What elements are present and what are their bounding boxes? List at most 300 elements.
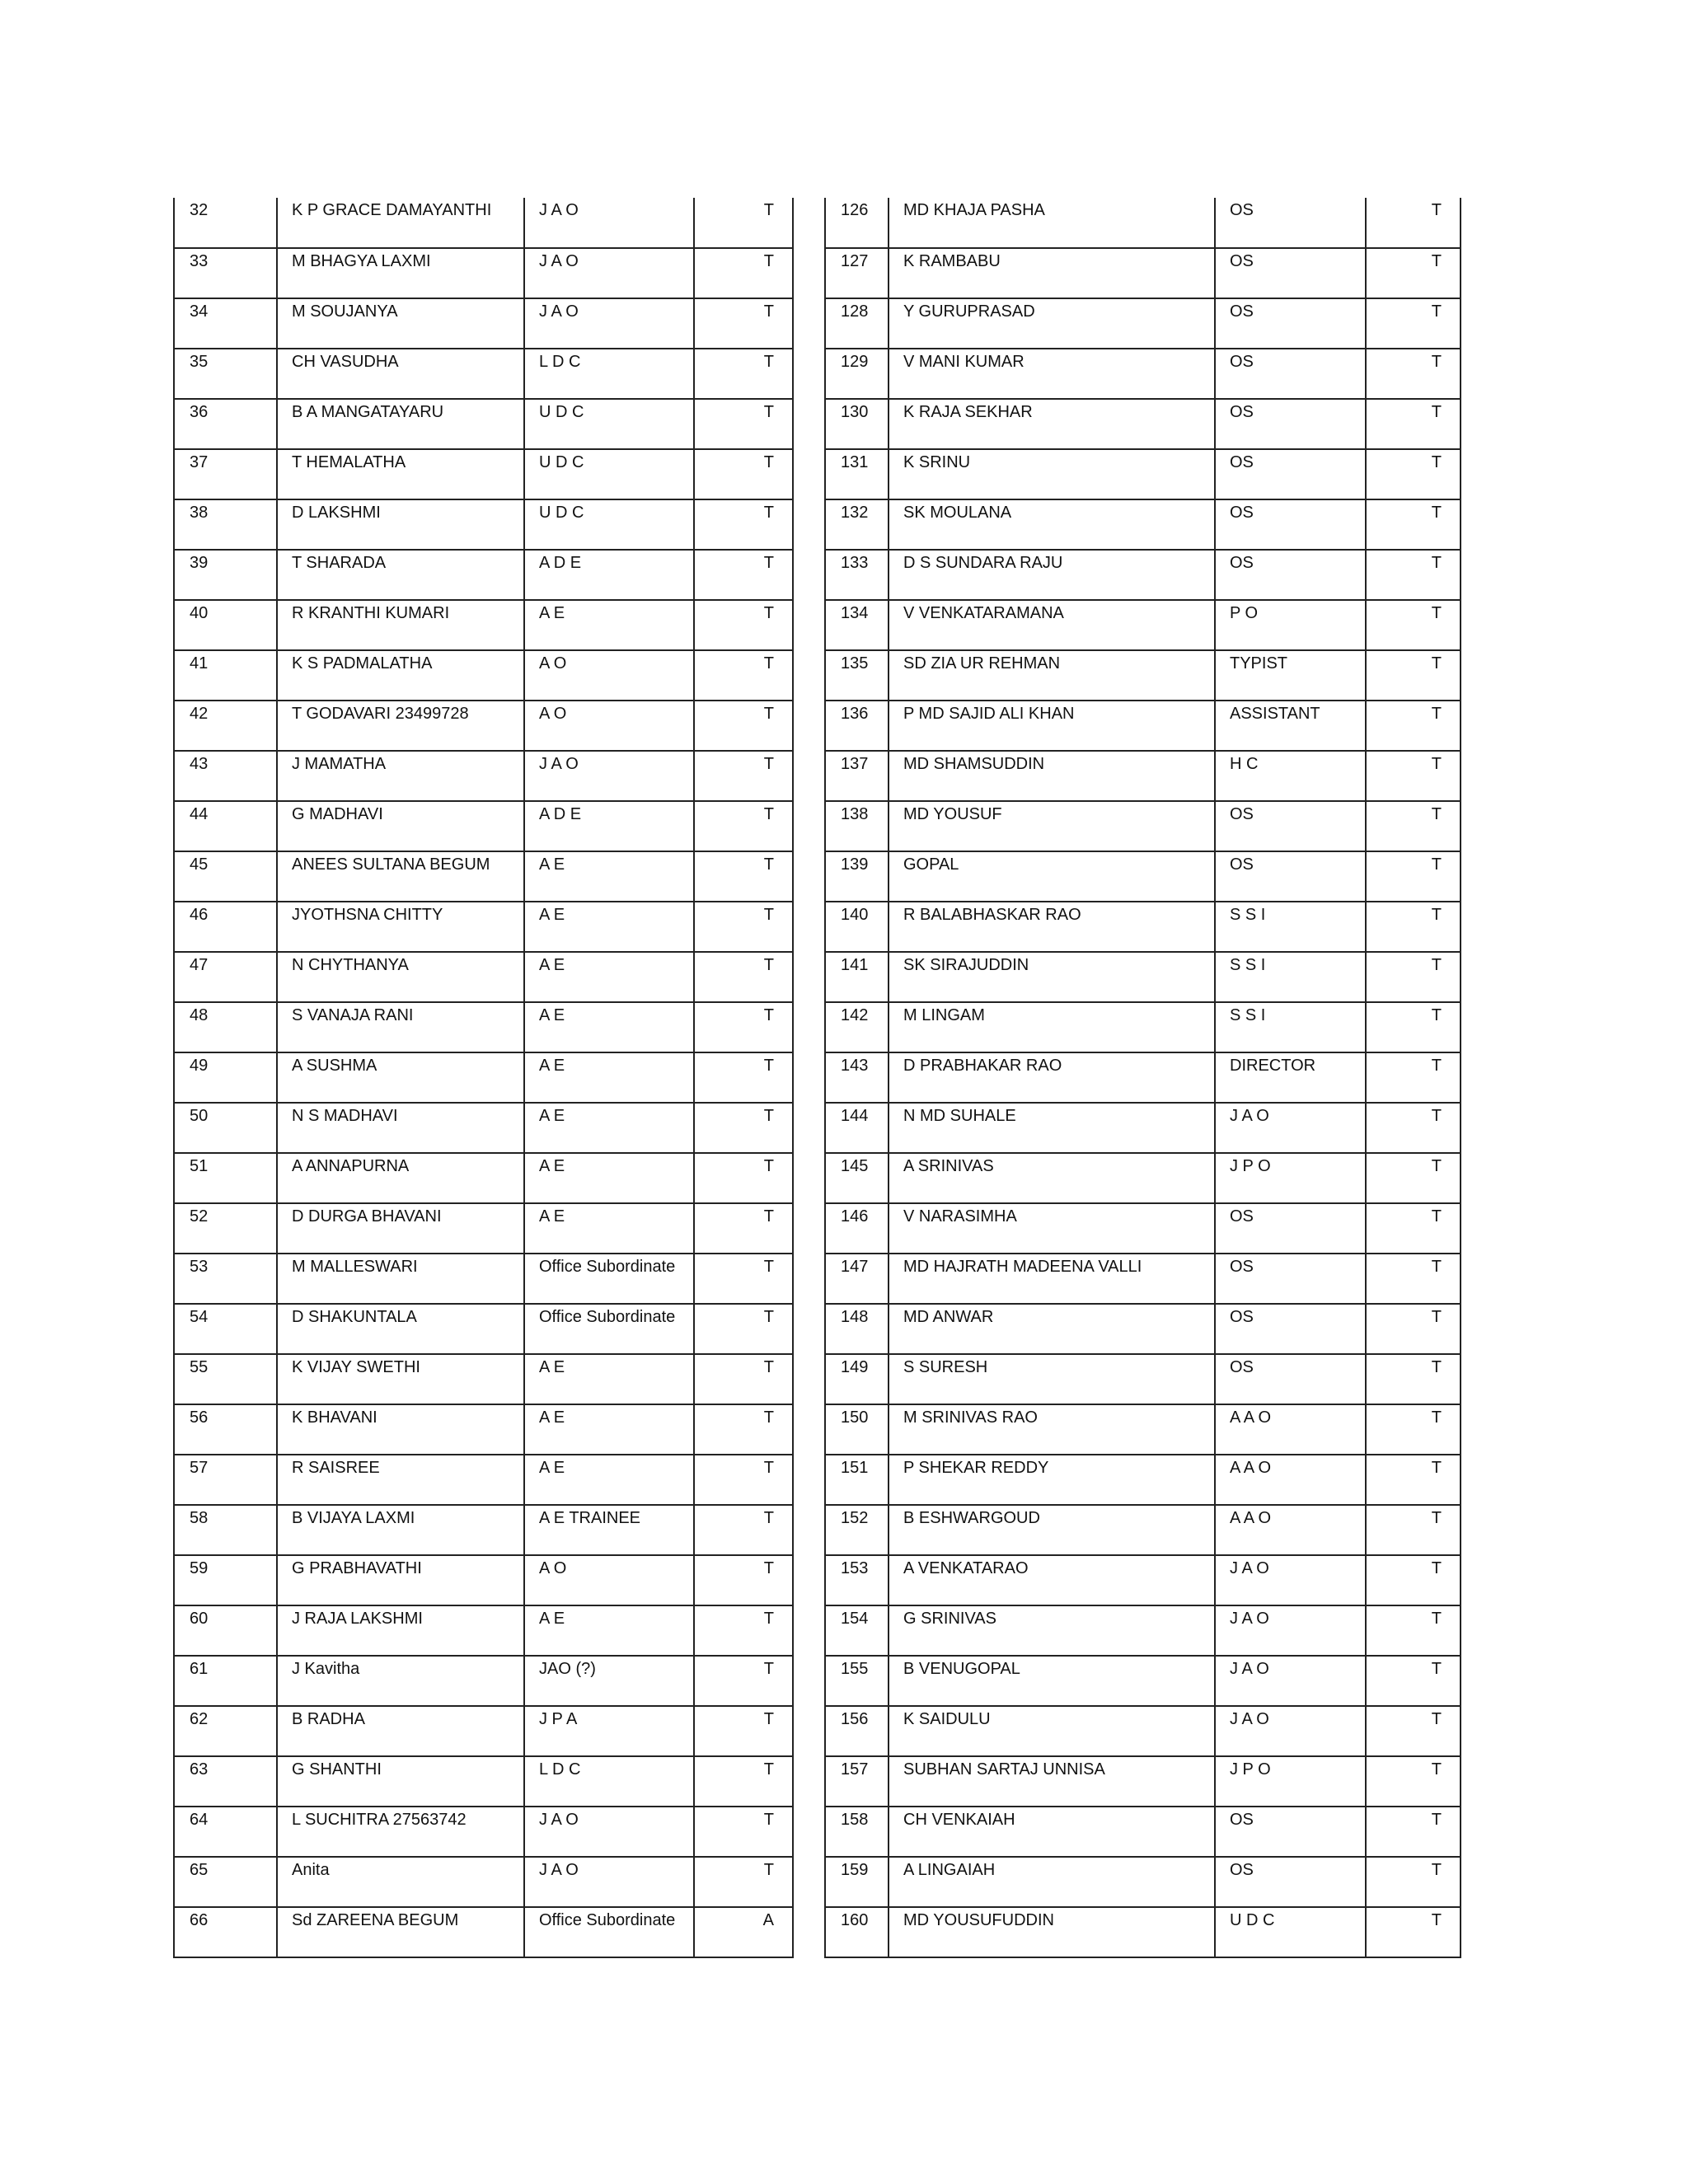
status-cell <box>694 1153 793 1203</box>
status-text: T <box>763 403 774 421</box>
designation-cell <box>524 298 694 349</box>
designation-text: A A O <box>1230 1509 1272 1527</box>
serial-number-text: 153 <box>841 1559 869 1577</box>
status-text: T <box>763 654 774 673</box>
status-cell <box>1366 399 1461 449</box>
employee-name-text: V NARASIMHA <box>903 1207 1017 1226</box>
employee-name-text: B RADHA <box>292 1710 365 1728</box>
designation-text: H C <box>1230 755 1259 773</box>
status-text: T <box>1431 1107 1442 1125</box>
designation-text: Office Subordinate <box>539 1911 676 1929</box>
table-row <box>174 198 793 248</box>
status-text: T <box>763 1509 774 1527</box>
employee-name-cell <box>277 751 524 801</box>
serial-number-cell <box>825 1505 889 1555</box>
designation-cell <box>1215 600 1366 650</box>
status-text: T <box>1431 1559 1442 1577</box>
employee-name-cell <box>889 1555 1215 1605</box>
status-text: T <box>1431 805 1442 823</box>
designation-cell <box>524 1304 694 1354</box>
designation-cell <box>524 851 694 902</box>
left-table-body <box>174 198 793 1957</box>
table-row <box>174 1907 793 1957</box>
serial-number-text: 61 <box>190 1660 209 1678</box>
status-cell <box>694 801 793 851</box>
table-row <box>825 952 1461 1002</box>
serial-number-cell <box>174 751 277 801</box>
employee-name-text: L SUCHITRA 27563742 <box>292 1811 467 1829</box>
status-text: T <box>1431 1006 1442 1024</box>
designation-text: S S I <box>1230 956 1266 974</box>
employee-name-cell <box>889 952 1215 1002</box>
serial-number-text: 41 <box>190 654 209 673</box>
serial-number-text: 50 <box>190 1107 209 1125</box>
serial-number-cell <box>174 1807 277 1857</box>
table-row <box>174 1103 793 1153</box>
designation-cell <box>1215 550 1366 600</box>
status-cell <box>1366 1354 1461 1404</box>
serial-number-cell <box>174 1605 277 1656</box>
status-cell <box>694 1656 793 1706</box>
employee-name-cell <box>889 701 1215 751</box>
employee-name-text: P MD SAJID ALI KHAN <box>903 705 1075 723</box>
status-cell <box>1366 952 1461 1002</box>
designation-cell <box>524 902 694 952</box>
employee-name-cell <box>889 198 1215 248</box>
serial-number-cell <box>174 1304 277 1354</box>
designation-cell <box>1215 1455 1366 1505</box>
designation-cell <box>1215 1857 1366 1907</box>
designation-text: J A O <box>539 1811 579 1829</box>
serial-number-cell <box>174 349 277 399</box>
serial-number-text: 152 <box>841 1509 869 1527</box>
designation-cell <box>1215 1103 1366 1153</box>
serial-number-text: 39 <box>190 554 209 572</box>
designation-text: A E <box>539 1459 565 1477</box>
serial-number-text: 63 <box>190 1760 209 1779</box>
table-row <box>174 751 793 801</box>
designation-cell <box>524 248 694 298</box>
employee-name-cell <box>889 1907 1215 1957</box>
serial-number-cell <box>174 1857 277 1907</box>
serial-number-text: 137 <box>841 755 869 773</box>
serial-number-cell <box>174 851 277 902</box>
employee-name-text: D SHAKUNTALA <box>292 1308 417 1326</box>
table-row <box>825 701 1461 751</box>
designation-cell <box>524 1404 694 1455</box>
designation-cell <box>524 1505 694 1555</box>
table-row <box>825 248 1461 298</box>
employee-name-text: V VENKATARAMANA <box>903 604 1064 622</box>
status-text: A <box>762 1911 774 1929</box>
status-text: T <box>763 604 774 622</box>
table-row <box>825 1555 1461 1605</box>
designation-text: OS <box>1230 252 1254 270</box>
designation-cell <box>524 1756 694 1807</box>
serial-number-text: 148 <box>841 1308 869 1326</box>
status-text: T <box>1431 554 1442 572</box>
status-cell <box>1366 801 1461 851</box>
designation-cell <box>1215 198 1366 248</box>
designation-cell <box>1215 1656 1366 1706</box>
employee-name-text: P SHEKAR REDDY <box>903 1459 1049 1477</box>
status-cell <box>1366 1254 1461 1304</box>
employee-name-cell <box>889 248 1215 298</box>
table-row <box>825 399 1461 449</box>
status-text: T <box>1431 1258 1442 1276</box>
serial-number-text: 132 <box>841 504 869 522</box>
status-text: T <box>1431 1408 1442 1427</box>
table-row <box>174 701 793 751</box>
status-cell <box>694 1756 793 1807</box>
status-text: T <box>763 1408 774 1427</box>
employee-name-text: M SRINIVAS RAO <box>903 1408 1038 1427</box>
serial-number-cell <box>825 600 889 650</box>
table-row <box>174 399 793 449</box>
serial-number-cell <box>174 1555 277 1605</box>
status-cell <box>694 1907 793 1957</box>
designation-text: OS <box>1230 805 1254 823</box>
employee-name-cell <box>277 1052 524 1103</box>
status-cell <box>1366 1605 1461 1656</box>
serial-number-cell <box>825 902 889 952</box>
employee-name-text: G SRINIVAS <box>903 1610 996 1628</box>
serial-number-cell <box>825 751 889 801</box>
designation-text: OS <box>1230 1861 1254 1879</box>
designation-text: OS <box>1230 1811 1254 1829</box>
designation-text: U D C <box>1230 1911 1275 1929</box>
designation-text: U D C <box>539 403 584 421</box>
designation-cell <box>1215 1052 1366 1103</box>
employee-name-cell <box>889 1756 1215 1807</box>
employee-name-text: K BHAVANI <box>292 1408 377 1427</box>
status-cell <box>1366 1103 1461 1153</box>
employee-name-cell <box>277 499 524 550</box>
employee-name-text: MD KHAJA PASHA <box>903 201 1045 219</box>
status-text: T <box>763 1308 774 1326</box>
designation-text: OS <box>1230 403 1254 421</box>
designation-cell <box>524 1002 694 1052</box>
status-text: T <box>763 755 774 773</box>
designation-cell <box>524 1254 694 1304</box>
table-row <box>825 499 1461 550</box>
serial-number-cell <box>174 1103 277 1153</box>
table-row <box>174 248 793 298</box>
employee-name-cell <box>277 1404 524 1455</box>
employee-name-cell <box>277 1103 524 1153</box>
status-text: T <box>763 1107 774 1125</box>
employee-name-text: B VIJAYA LAXMI <box>292 1509 415 1527</box>
designation-cell <box>1215 1907 1366 1957</box>
employee-name-text: B A MANGATAYARU <box>292 403 444 421</box>
designation-text: J A O <box>1230 1660 1269 1678</box>
designation-text: A E <box>539 1157 565 1175</box>
designation-text: A E <box>539 1006 565 1024</box>
serial-number-cell <box>174 701 277 751</box>
serial-number-cell <box>825 1304 889 1354</box>
employee-name-text: MD HAJRATH MADEENA VALLI <box>903 1258 1142 1276</box>
employee-name-cell <box>277 1002 524 1052</box>
serial-number-cell <box>174 1907 277 1957</box>
designation-text: J A O <box>539 755 579 773</box>
table-row <box>174 1807 793 1857</box>
serial-number-cell <box>825 1153 889 1203</box>
employee-name-text: T HEMALATHA <box>292 453 406 471</box>
serial-number-text: 158 <box>841 1811 869 1829</box>
status-cell <box>694 902 793 952</box>
designation-text: A A O <box>1230 1408 1272 1427</box>
employee-name-text: B ESHWARGOUD <box>903 1509 1040 1527</box>
employee-name-text: S VANAJA RANI <box>292 1006 414 1024</box>
serial-number-text: 38 <box>190 504 209 522</box>
status-cell <box>1366 851 1461 902</box>
serial-number-text: 64 <box>190 1811 209 1829</box>
employee-name-cell <box>277 851 524 902</box>
employee-name-text: K SAIDULU <box>903 1710 991 1728</box>
designation-text: OS <box>1230 353 1254 371</box>
status-cell <box>1366 1756 1461 1807</box>
serial-number-cell <box>174 248 277 298</box>
table-row <box>825 1907 1461 1957</box>
designation-text: J A O <box>1230 1559 1269 1577</box>
table-row <box>174 1002 793 1052</box>
employee-name-cell <box>277 1807 524 1857</box>
status-cell <box>1366 1555 1461 1605</box>
table-row <box>174 650 793 701</box>
serial-number-text: 128 <box>841 302 869 321</box>
status-text: T <box>1431 353 1442 371</box>
serial-number-text: 126 <box>841 201 869 219</box>
designation-text: A E <box>539 1207 565 1226</box>
serial-number-text: 58 <box>190 1509 209 1527</box>
serial-number-text: 160 <box>841 1911 869 1929</box>
designation-text: A E <box>539 1107 565 1125</box>
status-text: T <box>1431 755 1442 773</box>
employee-name-text: J Kavitha <box>292 1660 360 1678</box>
employee-name-cell <box>277 349 524 399</box>
status-cell <box>694 1052 793 1103</box>
employee-name-text: N CHYTHANYA <box>292 956 409 974</box>
designation-cell <box>524 198 694 248</box>
employee-name-cell <box>889 1002 1215 1052</box>
status-cell <box>1366 902 1461 952</box>
designation-cell <box>1215 1555 1366 1605</box>
status-cell <box>1366 1002 1461 1052</box>
serial-number-cell <box>825 1052 889 1103</box>
employee-name-text: M BHAGYA LAXMI <box>292 252 431 270</box>
table-row <box>825 1203 1461 1254</box>
employee-name-cell <box>889 499 1215 550</box>
table-row <box>825 801 1461 851</box>
status-text: T <box>763 805 774 823</box>
status-cell <box>1366 1505 1461 1555</box>
table-row <box>174 801 793 851</box>
employee-name-text: A ANNAPURNA <box>292 1157 410 1175</box>
employee-name-text: Y GURUPRASAD <box>903 302 1035 321</box>
serial-number-cell <box>825 499 889 550</box>
designation-cell <box>1215 1153 1366 1203</box>
designation-cell <box>1215 248 1366 298</box>
table-row <box>825 1857 1461 1907</box>
status-cell <box>1366 449 1461 499</box>
table-row <box>825 198 1461 248</box>
table-row <box>825 1605 1461 1656</box>
table-row <box>825 349 1461 399</box>
employee-name-cell <box>889 1404 1215 1455</box>
serial-number-cell <box>174 1505 277 1555</box>
designation-text: OS <box>1230 302 1254 321</box>
designation-cell <box>1215 1002 1366 1052</box>
employee-name-cell <box>277 399 524 449</box>
serial-number-text: 156 <box>841 1710 869 1728</box>
serial-number-cell <box>174 600 277 650</box>
serial-number-text: 42 <box>190 705 209 723</box>
status-cell <box>694 1706 793 1756</box>
status-text: T <box>763 453 774 471</box>
serial-number-cell <box>174 550 277 600</box>
employee-name-text: M SOUJANYA <box>292 302 398 321</box>
designation-cell <box>524 1706 694 1756</box>
designation-text: J A O <box>539 252 579 270</box>
employee-name-cell <box>277 1555 524 1605</box>
serial-number-text: 62 <box>190 1710 209 1728</box>
table-row <box>174 1354 793 1404</box>
employee-name-text: T GODAVARI 23499728 <box>292 705 469 723</box>
designation-cell <box>1215 1203 1366 1254</box>
employee-name-cell <box>277 449 524 499</box>
status-cell <box>1366 1807 1461 1857</box>
employee-name-cell <box>277 1706 524 1756</box>
serial-number-text: 150 <box>841 1408 869 1427</box>
designation-cell <box>1215 1304 1366 1354</box>
serial-number-cell <box>825 1605 889 1656</box>
serial-number-cell <box>174 1002 277 1052</box>
table-row <box>825 1756 1461 1807</box>
status-text: T <box>1431 1509 1442 1527</box>
serial-number-text: 159 <box>841 1861 869 1879</box>
serial-number-text: 49 <box>190 1057 209 1075</box>
designation-cell <box>1215 851 1366 902</box>
employee-name-cell <box>889 851 1215 902</box>
status-cell <box>1366 1203 1461 1254</box>
serial-number-text: 154 <box>841 1610 869 1628</box>
employee-name-text: ANEES SULTANA BEGUM <box>292 855 490 874</box>
employee-name-cell <box>889 1656 1215 1706</box>
serial-number-cell <box>825 1907 889 1957</box>
status-cell <box>694 1555 793 1605</box>
serial-number-cell <box>825 399 889 449</box>
serial-number-text: 130 <box>841 403 869 421</box>
table-row <box>174 952 793 1002</box>
table-row <box>174 449 793 499</box>
status-text: T <box>1431 1760 1442 1779</box>
designation-text: A O <box>539 654 567 673</box>
table-row <box>174 1254 793 1304</box>
employee-name-cell <box>889 801 1215 851</box>
serial-number-cell <box>174 1153 277 1203</box>
serial-number-text: 139 <box>841 855 869 874</box>
status-text: T <box>1431 1207 1442 1226</box>
status-cell <box>1366 349 1461 399</box>
designation-text: OS <box>1230 201 1254 219</box>
designation-cell <box>1215 499 1366 550</box>
status-text: T <box>1431 504 1442 522</box>
serial-number-cell <box>825 449 889 499</box>
table-row <box>174 1756 793 1807</box>
employee-name-text: A VENKATARAO <box>903 1559 1029 1577</box>
serial-number-cell <box>825 1455 889 1505</box>
serial-number-cell <box>825 298 889 349</box>
employee-name-text: B VENUGOPAL <box>903 1660 1020 1678</box>
table-row <box>174 1656 793 1706</box>
table-row <box>174 1203 793 1254</box>
designation-cell <box>524 550 694 600</box>
designation-cell <box>1215 1807 1366 1857</box>
serial-number-text: 127 <box>841 252 869 270</box>
serial-number-text: 57 <box>190 1459 209 1477</box>
table-row <box>825 550 1461 600</box>
designation-cell <box>1215 1706 1366 1756</box>
serial-number-text: 53 <box>190 1258 209 1276</box>
employee-name-text: N MD SUHALE <box>903 1107 1016 1125</box>
employee-name-text: R KRANTHI KUMARI <box>292 604 450 622</box>
designation-text: OS <box>1230 1358 1254 1376</box>
designation-text: OS <box>1230 1308 1254 1326</box>
employee-name-cell <box>277 1203 524 1254</box>
designation-cell <box>1215 1505 1366 1555</box>
status-text: T <box>1431 1811 1442 1829</box>
serial-number-cell <box>825 851 889 902</box>
serial-number-cell <box>174 1656 277 1706</box>
table-row <box>825 1455 1461 1505</box>
employee-name-text: Sd ZAREENA BEGUM <box>292 1911 459 1929</box>
designation-text: DIRECTOR <box>1230 1057 1316 1075</box>
table-row <box>174 851 793 902</box>
designation-cell <box>524 801 694 851</box>
employee-name-cell <box>889 1857 1215 1907</box>
designation-text: A A O <box>1230 1459 1272 1477</box>
status-text: T <box>1431 1710 1442 1728</box>
employee-name-text: K RAMBABU <box>903 252 1001 270</box>
serial-number-text: 133 <box>841 554 869 572</box>
table-row <box>825 902 1461 952</box>
designation-text: TYPIST <box>1230 654 1288 673</box>
employee-name-cell <box>277 550 524 600</box>
serial-number-cell <box>174 449 277 499</box>
employee-name-cell <box>277 600 524 650</box>
designation-cell <box>524 1807 694 1857</box>
serial-number-text: 138 <box>841 805 869 823</box>
status-text: T <box>1431 855 1442 874</box>
designation-cell <box>524 1153 694 1203</box>
status-text: T <box>763 201 774 219</box>
status-text: T <box>1431 1358 1442 1376</box>
status-text: T <box>763 1760 774 1779</box>
status-cell <box>694 1103 793 1153</box>
employee-name-text: D LAKSHMI <box>292 504 381 522</box>
designation-cell <box>1215 650 1366 701</box>
designation-cell <box>524 1455 694 1505</box>
employee-name-text: Anita <box>292 1861 330 1879</box>
designation-cell <box>1215 1605 1366 1656</box>
serial-number-cell <box>825 1807 889 1857</box>
designation-text: OS <box>1230 554 1254 572</box>
designation-cell <box>524 399 694 449</box>
designation-text: U D C <box>539 504 584 522</box>
designation-text: Office Subordinate <box>539 1258 676 1276</box>
status-text: T <box>763 906 774 924</box>
status-text: T <box>763 1157 774 1175</box>
